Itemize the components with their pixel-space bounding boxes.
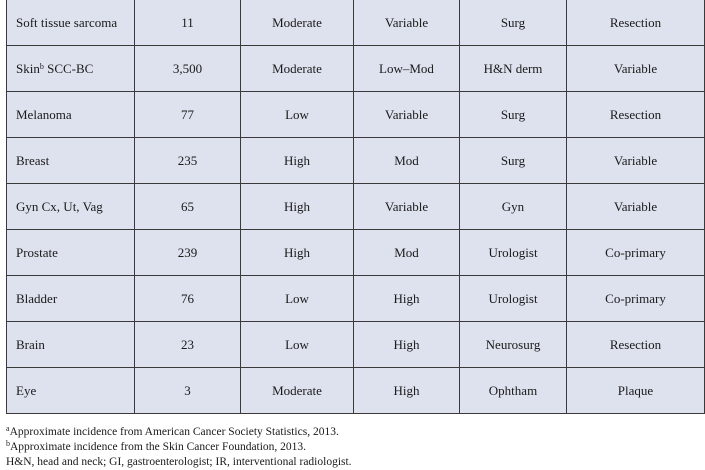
cell-col4: High	[354, 368, 460, 414]
table-row	[7, 46, 705, 92]
cell-col5: Gyn	[460, 184, 567, 230]
cell-site: Soft tissue sarcoma	[7, 0, 135, 46]
cell-incidence: 3	[135, 368, 241, 414]
cell-incidence: 65	[135, 184, 241, 230]
cell-col6: Resection	[567, 92, 705, 138]
cell-incidence: 239	[135, 230, 241, 276]
cell-col6: Variable	[567, 46, 705, 92]
table-footnotes	[6, 425, 352, 470]
cell-col6: Resection	[567, 322, 705, 368]
cell-incidence: 3,500	[135, 46, 241, 92]
cell-col4: Low–Mod	[354, 46, 460, 92]
cell-col3: Low	[241, 322, 354, 368]
cell-col6: Co-primary	[567, 276, 705, 322]
cell-col6: Variable	[567, 184, 705, 230]
cell-col3: Low	[241, 92, 354, 138]
cell-col4: Variable	[354, 184, 460, 230]
table-row	[7, 368, 705, 414]
cell-incidence: 76	[135, 276, 241, 322]
table-container	[6, 0, 704, 414]
table-row	[7, 276, 705, 322]
footnote-abbreviations: H&N, head and neck; GI, gastroenterologist; IR, interventional radiologist.	[6, 456, 352, 468]
cell-col4: High	[354, 322, 460, 368]
table-row	[7, 92, 705, 138]
cell-col6: Variable	[567, 138, 705, 184]
cell-col4: Variable	[354, 92, 460, 138]
cell-col3: High	[241, 138, 354, 184]
table-row	[7, 230, 705, 276]
cell-col6: Plaque	[567, 368, 705, 414]
cell-col4: Mod	[354, 230, 460, 276]
cell-col3: Moderate	[241, 368, 354, 414]
cell-site: Bladder	[7, 276, 135, 322]
cell-col4: Variable	[354, 0, 460, 46]
cell-col5: Surg	[460, 0, 567, 46]
cell-site: Brain	[7, 322, 135, 368]
cell-col5: H&N derm	[460, 46, 567, 92]
table-row	[7, 0, 705, 46]
cell-col5: Urologist	[460, 276, 567, 322]
cell-col6: Resection	[567, 0, 705, 46]
cell-site: Prostate	[7, 230, 135, 276]
cell-col6: Co-primary	[567, 230, 705, 276]
cell-col5: Ophtham	[460, 368, 567, 414]
cell-col3: Moderate	[241, 46, 354, 92]
footnote-b: $^b$Approximate incidence from the Skin Cancer Foundation, 2013.	[6, 439, 307, 453]
cell-site: Gyn Cx, Ut, Vag	[7, 184, 135, 230]
cell-incidence: 235	[135, 138, 241, 184]
table-row	[7, 184, 705, 230]
cell-col3: High	[241, 184, 354, 230]
cell-site: Skin$^b$ SCC-BC	[7, 46, 135, 92]
cell-incidence: 77	[135, 92, 241, 138]
table-row	[7, 138, 705, 184]
cell-col5: Surg	[460, 92, 567, 138]
cell-col4: High	[354, 276, 460, 322]
cell-incidence: 23	[135, 322, 241, 368]
footnote-a: $^a$Approximate incidence from American Cancer Society Statistics, 2013.	[6, 424, 339, 438]
cell-col5: Urologist	[460, 230, 567, 276]
cell-site: Melanoma	[7, 92, 135, 138]
cell-col5: Surg	[460, 138, 567, 184]
cell-site: Eye	[7, 368, 135, 414]
table-row	[7, 322, 705, 368]
cell-col3: Moderate	[241, 0, 354, 46]
cell-col3: Low	[241, 276, 354, 322]
cell-col5: Neurosurg	[460, 322, 567, 368]
cell-col4: Mod	[354, 138, 460, 184]
cancer-sites-table	[6, 0, 705, 414]
cell-col3: High	[241, 230, 354, 276]
cell-site: Breast	[7, 138, 135, 184]
cell-incidence: 11	[135, 0, 241, 46]
